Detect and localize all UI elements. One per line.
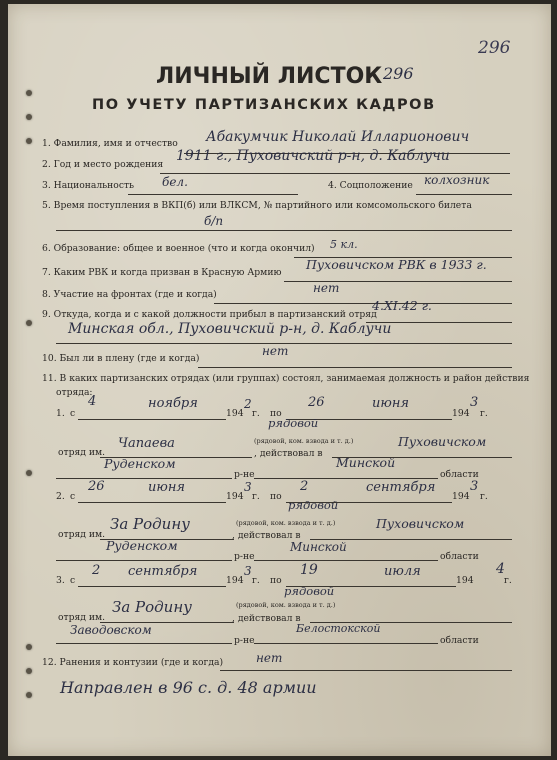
field-2-value: 1911 г., Пуховичский р-н, д. Каблучи bbox=[176, 148, 450, 164]
field-11-label: 11. В каких партизанских отрядах (или группах) состоял, занимаемая должность и район действия bbox=[42, 373, 530, 384]
page-subtitle: ПО УЧЕТУ ПАРТИЗАНСКИХ КАДРОВ bbox=[92, 97, 436, 113]
field-9-date: 4.XI.42 г. bbox=[372, 298, 432, 313]
page-title: ЛИЧНЫЙ ЛИСТОК bbox=[156, 64, 383, 89]
field-line bbox=[254, 643, 438, 644]
unit-2-from-month: июня bbox=[148, 480, 185, 495]
unit-2-role: рядовой bbox=[288, 498, 339, 512]
binder-hole bbox=[26, 114, 32, 120]
unit-3-name: За Родину bbox=[112, 598, 192, 616]
unit-2-g2: г. bbox=[480, 491, 488, 502]
binder-hole bbox=[26, 470, 32, 476]
unit-2-year-prefix-2: 194 bbox=[452, 491, 470, 502]
unit-2-s: с bbox=[70, 491, 76, 502]
field-10-value: нет bbox=[262, 344, 289, 358]
field-4-value: колхозник bbox=[424, 173, 490, 187]
unit-2-otryad-im: отряд им. bbox=[58, 529, 106, 540]
field-7-value: Пуховичском РВК в 1933 г. bbox=[306, 257, 487, 272]
field-6-label: 6. Образование: общее и военное (что и когда окончил) bbox=[42, 243, 315, 254]
binder-hole bbox=[26, 90, 32, 96]
unit-3-otryad-im: отряд им. bbox=[58, 612, 106, 623]
unit-3-year-prefix-2: 194 bbox=[456, 575, 474, 586]
unit-3-role: рядовой bbox=[284, 584, 335, 598]
field-6-value: 5 кл. bbox=[330, 238, 358, 251]
unit-1-name: Чапаева bbox=[118, 436, 175, 451]
unit-2-po: по bbox=[270, 491, 282, 502]
unit-2-number: 2. bbox=[56, 491, 65, 502]
unit-2-rank-hint: (рядовой, ком. взвода и т. д.) bbox=[236, 519, 336, 527]
field-line bbox=[214, 303, 512, 304]
archive-number: 296 bbox=[478, 38, 511, 58]
binder-hole bbox=[26, 138, 32, 144]
field-line bbox=[78, 586, 226, 587]
unit-1-rank-hint: (рядовой, ком. взвода и т. д.) bbox=[254, 437, 354, 445]
field-3-value: бел. bbox=[162, 175, 188, 189]
field-12-value: нет bbox=[256, 651, 283, 665]
unit-3-g1: г. bbox=[252, 575, 260, 586]
unit-3-oblasti: области bbox=[440, 635, 479, 646]
unit-1-to-day: 26 bbox=[308, 395, 325, 410]
field-line bbox=[56, 560, 232, 561]
unit-1-district1: Пуховичском bbox=[398, 434, 487, 449]
unit-3-district2: Заводовском bbox=[70, 623, 152, 637]
field-line bbox=[56, 643, 232, 644]
unit-3-rank-hint: (рядовой, ком. взвода и т. д.) bbox=[236, 601, 336, 609]
field-9-label: 9. Откуда, когда и с какой должности прибыл в партизанский отряд bbox=[42, 309, 377, 320]
unit-1-g2: г. bbox=[480, 408, 488, 419]
field-line bbox=[78, 419, 226, 420]
unit-3-to-month: июля bbox=[384, 564, 421, 579]
unit-2-deistvoval: , действовал в bbox=[232, 530, 301, 541]
unit-3-from-year: 3 bbox=[244, 564, 252, 578]
unit-1-region: Минской bbox=[336, 455, 396, 470]
unit-2-district1: Пуховичском bbox=[376, 516, 465, 531]
unit-3-number: 3. bbox=[56, 575, 65, 586]
field-10-label: 10. Был ли в плену (где и когда) bbox=[42, 353, 200, 364]
unit-3-rne: р-не bbox=[234, 635, 255, 646]
unit-1-po: по bbox=[270, 408, 282, 419]
unit-3-s: с bbox=[70, 575, 76, 586]
unit-2-to-year: 3 bbox=[470, 479, 479, 494]
field-7-label: 7. Каким РВК и когда призван в Красную Армию bbox=[42, 267, 282, 278]
field-line bbox=[128, 194, 298, 195]
unit-2-district2: Руденском bbox=[106, 538, 178, 553]
field-line bbox=[198, 367, 512, 368]
field-2-label: 2. Год и место рождения bbox=[42, 159, 164, 170]
unit-2-to-day: 2 bbox=[300, 479, 309, 494]
unit-3-from-day: 2 bbox=[92, 563, 101, 578]
unit-2-oblasti: области bbox=[440, 551, 479, 562]
binder-hole bbox=[26, 644, 32, 650]
unit-1-otryad-im: отряд им. bbox=[58, 447, 106, 458]
unit-1-to-year: 3 bbox=[470, 395, 479, 410]
unit-3-deistvoval: , действовал в bbox=[232, 613, 301, 624]
field-11-label-cont: отряда: bbox=[56, 387, 93, 398]
unit-1-from-month: ноября bbox=[148, 396, 198, 411]
field-line bbox=[56, 478, 232, 479]
unit-2-from-year: 3 bbox=[244, 480, 252, 494]
field-line bbox=[78, 502, 226, 503]
unit-1-number: 1. bbox=[56, 408, 65, 419]
field-line bbox=[220, 670, 512, 671]
unit-1-year-prefix: 194 bbox=[226, 408, 244, 419]
field-line bbox=[56, 230, 512, 231]
unit-3-to-day: 19 bbox=[300, 562, 318, 578]
unit-3-to-year: 4 bbox=[496, 561, 505, 577]
unit-2-to-month: сентября bbox=[366, 480, 436, 495]
unit-2-name: За Родину bbox=[110, 515, 190, 533]
unit-1-g1: г. bbox=[252, 408, 260, 419]
unit-2-year-prefix: 194 bbox=[226, 491, 244, 502]
field-9-place: Минская обл., Пуховичский р-н, д. Каблучи bbox=[68, 321, 392, 337]
unit-1-year-prefix-2: 194 bbox=[452, 408, 470, 419]
field-1-label: 1. Фамилия, имя и отчество bbox=[42, 138, 178, 149]
field-5-label: 5. Время поступления в ВКП(б) или ВЛКСМ, № партийного или комсомольского билета bbox=[42, 200, 472, 211]
unit-3-year-prefix: 194 bbox=[226, 575, 244, 586]
unit-3-region: Белостокской bbox=[296, 622, 381, 635]
unit-3-g2: г. bbox=[504, 575, 512, 586]
field-1-value: Абакумчик Николай Илларионович bbox=[206, 129, 470, 145]
unit-1-rne: р-не bbox=[234, 469, 255, 480]
unit-3-from-month: сентября bbox=[128, 564, 198, 579]
field-12-label: 12. Ранения и контузии (где и когда) bbox=[42, 657, 224, 668]
unit-1-role: рядовой bbox=[268, 416, 319, 430]
field-line bbox=[254, 478, 438, 479]
field-5-value: б/п bbox=[204, 214, 224, 228]
field-8-value: нет bbox=[313, 281, 340, 295]
field-line bbox=[254, 560, 438, 561]
unit-1-district2: Руденском bbox=[104, 456, 176, 471]
unit-1-to-month: июня bbox=[372, 396, 409, 411]
unit-1-deistvoval: , действовал в bbox=[254, 448, 323, 459]
binder-hole bbox=[26, 692, 32, 698]
binder-hole bbox=[26, 320, 32, 326]
field-4-label: 4. Соцположение bbox=[328, 180, 413, 191]
unit-2-from-day: 26 bbox=[88, 479, 105, 494]
unit-3-po: по bbox=[270, 575, 282, 586]
unit-1-s: с bbox=[70, 408, 76, 419]
unit-1-from-day: 4 bbox=[88, 394, 97, 409]
unit-2-region: Минской bbox=[290, 540, 347, 554]
unit-1-oblasti: области bbox=[440, 469, 479, 480]
field-8-label: 8. Участие на фронтах (где и когда) bbox=[42, 289, 217, 300]
field-line bbox=[416, 194, 512, 195]
unit-2-rne: р-не bbox=[234, 551, 255, 562]
binder-hole bbox=[26, 668, 32, 674]
unit-1-from-year: 2 bbox=[244, 397, 252, 411]
footer-note: Направлен в 96 с. д. 48 армии bbox=[60, 678, 317, 697]
title-number: 296 bbox=[383, 64, 414, 83]
field-3-label: 3. Национальность bbox=[42, 180, 135, 191]
unit-2-g1: г. bbox=[252, 491, 260, 502]
